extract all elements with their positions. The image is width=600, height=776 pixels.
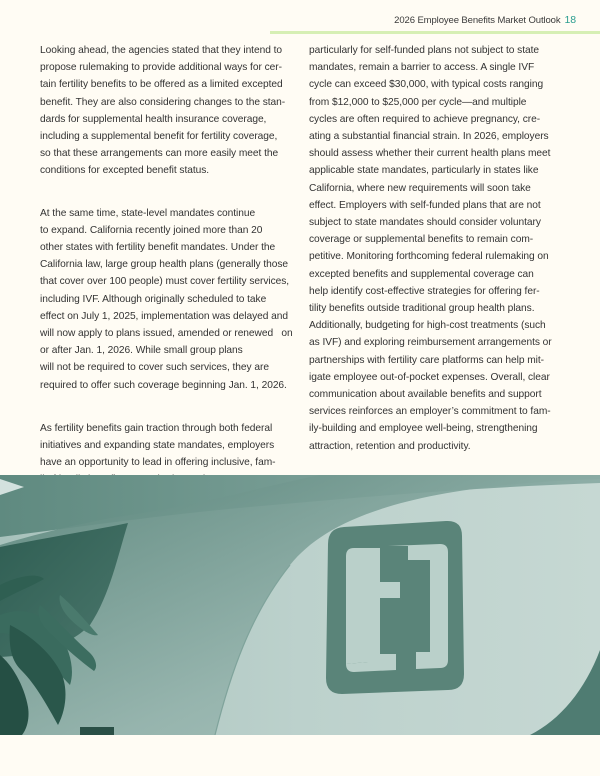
text-line: effect. Employers with self-funded plans that are not [309, 199, 541, 211]
text-line: should assess whether their current health plans meet [309, 148, 551, 160]
text-line: will now apply to plans issued, amended or renewed on [40, 328, 293, 340]
company-logo [326, 521, 464, 694]
text-line: services reinforces an employer’s commitment to fam- [309, 406, 551, 418]
text-line: tility benefits outside traditional group health plans. [309, 303, 535, 315]
text-line: conditions for excepted benefit status. [40, 165, 210, 177]
text-line: from $12,000 to $25,000 per cycle—and multiple [309, 96, 527, 108]
text-line: will not be required to cover such services, they are [40, 362, 269, 374]
text-line: coverage or supplemental benefits to remain com- [309, 234, 534, 246]
text-line: excepted benefits and supplemental coverage can [309, 268, 534, 280]
text-line: help identify cost-effective strategies for offering fer- [309, 285, 540, 297]
text-line: ating a substantial financial strain. In 2026, employers [309, 131, 549, 143]
text-line: ily-building and employee well-being, strengthening [309, 423, 538, 435]
text-line: propose rulemaking to provide additional ways for cer- [40, 62, 282, 74]
photo-illustration [0, 475, 600, 735]
text-line: particularly for self-funded plans not subject to state [309, 45, 539, 56]
text-line: petitive. Monitoring forthcoming federal rulemaking on [309, 251, 549, 263]
text-line: have an opportunity to lead in offering inclusive, fam- [40, 457, 276, 469]
text-line: including a supplemental benefit for fertility coverage, [40, 131, 278, 143]
text-line: as IVF) and exploring reimbursement arrangements or [309, 337, 552, 349]
text-line: igate employee out-of-pocket expenses. Overall, clear [309, 371, 550, 383]
text-line: or after Jan. 1, 2026. While small group plans [40, 345, 243, 357]
text-line: required to offer such coverage beginning Jan. 1, 2026. [40, 379, 287, 391]
text-line: attraction, retention and productivity. [309, 440, 471, 452]
text-line: applicable state mandates, particularly in states like [309, 165, 539, 177]
text-line: Additionally, budgeting for high-cost treatments (such [309, 320, 546, 332]
header-divider [270, 31, 600, 34]
paragraph-spacer [40, 394, 302, 420]
text-line: Looking ahead, the agencies stated that they intend to [40, 45, 282, 56]
text-line: subject to state mandates should consider voluntary [309, 217, 541, 229]
paragraph-state-mandates [40, 205, 302, 394]
text-line: including IVF. Although originally scheduled to take [40, 293, 267, 305]
publication-title: 2026 Employee Benefits Market Outlook [394, 15, 561, 26]
text-line: tain fertility benefits to be offered as a limited excepted [40, 79, 283, 91]
office-lobby-photo [0, 475, 600, 735]
text-line: cycle can exceed $30,000, with typical costs ranging [309, 79, 544, 91]
text-line: dards for supplemental health insurance coverage, [40, 113, 267, 125]
text-line: that cover over 100 people) must cover fertility services, [40, 276, 290, 288]
text-line: benefit. They are also considering changes to the stan- [40, 96, 286, 108]
text-line: effect on July 1, 2025, implementation was delayed and [40, 310, 288, 322]
text-line: communication about available benefits and support [309, 389, 542, 401]
text-line: California law, large group health plans (generally those [40, 259, 289, 271]
running-header [394, 14, 576, 26]
paragraph-spacer [40, 180, 302, 205]
left-text-column [40, 42, 302, 489]
text-line: partnerships with fertility care platforms can help mit- [309, 354, 544, 366]
paragraph-rulemaking [40, 42, 302, 180]
page-number: 18 [564, 14, 576, 26]
text-line: California, where new requirements will soon take [309, 182, 531, 194]
text-line: At the same time, state-level mandates continue [40, 207, 256, 219]
text-line: As fertility benefits gain traction through both federal [40, 422, 273, 434]
right-text-column [309, 42, 571, 455]
text-line: other states with fertility benefit mandates. Under the [40, 242, 276, 254]
text-line: mandates, remain a barrier to access. A single IVF [309, 62, 535, 74]
text-line: so that these arrangements can more easily meet the [40, 148, 279, 160]
text-line: cycles are often required to achieve pregnancy, cre- [309, 113, 541, 125]
paragraph-cost-and-recommendations [309, 42, 571, 455]
text-line: to expand. California recently joined more than 20 [40, 224, 263, 236]
text-line: initiatives and expanding state mandates, employers [40, 440, 275, 452]
